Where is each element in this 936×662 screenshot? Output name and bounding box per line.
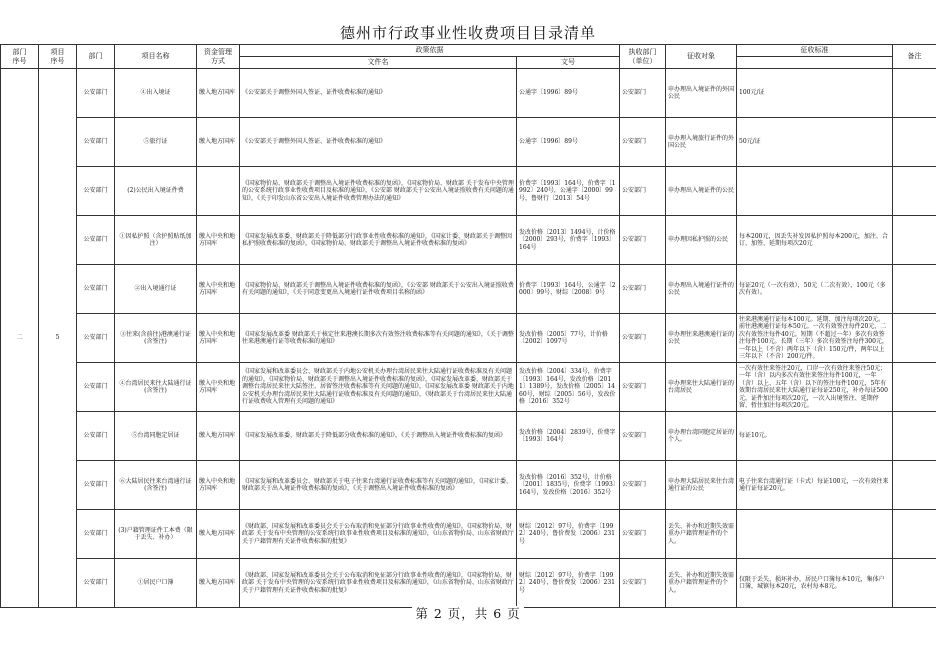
row-fund-mgmt: 缴入地方国库	[197, 510, 240, 559]
row-item-name: ④出入境证	[115, 69, 197, 118]
row-fund-mgmt: 缴入地方国库	[197, 559, 240, 608]
dept-seq-cell: 二	[1, 69, 39, 608]
row-item-name: ④台湾居民来往大陆通行证(含签注)	[115, 363, 197, 412]
row-doc-no: 发改价格〔2013〕1494号，计价格〔2000〕293号，价费字〔1993〕164号	[517, 216, 620, 265]
row-fund-mgmt: 缴入中央和地方国库	[197, 363, 240, 412]
table-row	[1, 118, 936, 167]
row-item-name: ⑤台湾同胞定居证	[115, 412, 197, 461]
row-fund-mgmt: 缴入地方国库	[197, 69, 240, 118]
row-standard: 100元/证	[737, 69, 893, 118]
row-item-name: (3)户籍管理证件工本费（限于丢失、补办）	[115, 510, 197, 559]
row-dept: 公安部门	[77, 461, 115, 510]
row-collector: 公安部门	[620, 167, 666, 216]
row-collector: 公安部门	[620, 216, 666, 265]
page-footer	[0, 604, 936, 622]
header-dept-seq: 部门 序号	[1, 45, 39, 69]
table-row	[1, 314, 936, 363]
row-item-name: ③往来(含前往)港澳通行证(含签注)	[115, 314, 197, 363]
row-dept: 公安部门	[77, 118, 115, 167]
row-collector: 公安部门	[620, 118, 666, 167]
row-dept: 公安部门	[77, 363, 115, 412]
row-doc-name: 《财政部、国家发展和改革委员会关于公布取消和免征部分行政事业性收费的通知》，《国家物价局、财政部 关于发布中央管理的公安系统行政事业性收费项目及标准的通知》，《山东省物价局、山东省财政厅关于户籍管理有关证件收费标准的批复》	[240, 559, 517, 608]
row-standard	[737, 510, 893, 559]
row-fund-mgmt: 缴入中央和地方国库	[197, 265, 240, 314]
row-target: 申办理台湾同胞定居证的个人。	[666, 412, 737, 461]
row-target: 丢失、补办和近期失效需重办户籍管理证件的个人。	[666, 510, 737, 559]
table-row	[1, 265, 936, 314]
row-dept: 公安部门	[77, 265, 115, 314]
row-item-name: ①因私护照（含护照贴纸加注）	[115, 216, 197, 265]
row-collector: 公安部门	[620, 314, 666, 363]
row-standard: 每本200元，因丢失补发因私护照每本200元，加注、合订、加签、延期每项次20元	[737, 216, 893, 265]
row-standard	[737, 167, 893, 216]
row-dept: 公安部门	[77, 69, 115, 118]
table-row	[1, 363, 936, 412]
row-standard: 仅限于丢失、损坏补办，居民户口簿每本10元，集体户口簿，城镇每本20元，农村每本8元。	[737, 559, 893, 608]
row-standard: 每证20元（一次有效），50元（二次有效），100元（多次有效）。	[737, 265, 893, 314]
header-standard-sub	[737, 57, 893, 69]
row-item-name: ⑥大陆居民往来台湾通行证(含签注)	[115, 461, 197, 510]
fee-table	[0, 44, 936, 608]
row-fund-mgmt: 缴入中央和地方国库	[197, 314, 240, 363]
header-collector: 执收部门 （单位）	[620, 45, 666, 69]
table-row	[1, 412, 936, 461]
row-standard: 电子往来台湾通行证（卡式）每证100元，一次有效往来通行证每证20元。	[737, 461, 893, 510]
row-doc-name: 《国家发展和改革委员会、财政部关于内地公安机关办理台湾居民来往大陆通行证收费标准及有关问题的通知》，《国家物价局、财政部关于调整出入境证件收费标准的复函》，《国家发展改革委、财政部关于调整台湾居民来往大陆签注、居留签注收费标准等有关问题的通知》，《国家发展改革委 财政部关于内地公安机关办理台湾居民来往大陆通行证收费标准及有关问题的通知》，《财政部关于台湾居民来往大陆通行证收费收入管理有关问题的通知》	[240, 363, 517, 412]
row-doc-name: 《公安部关于调整外国人签证、证件收费标准的通知》	[240, 118, 517, 167]
row-remark	[893, 314, 936, 363]
row-target: 申办理出入境通行证件的公民	[666, 265, 737, 314]
row-standard: 一次有效往来签注20元，口岸一次有效往来签注50元；一年（含）以内多次有效往来签注每件100元，一年（含）以上、五年（含）以下的签注每件100元，5年有效期台湾居民来往大陆通行证每证250元，补办每证500元，证件加注每项次20元，一次入出境签注、延期停留、暂住加注每项次20元。	[737, 363, 893, 412]
row-remark	[893, 412, 936, 461]
row-collector: 公安部门	[620, 510, 666, 559]
row-dept: 公安部门	[77, 559, 115, 608]
row-fund-mgmt: 缴入中央和地方国库	[197, 216, 240, 265]
row-collector: 公安部门	[620, 559, 666, 608]
item-seq-cell: 5	[39, 69, 77, 608]
row-doc-no: 财综〔2012〕97号，价费字〔1992〕240号，鲁价费发〔2006〕231号	[517, 510, 620, 559]
row-doc-name: 《财政部、国家发展和改革委员会关于公布取消和免征部分行政事业性收费的通知》，《国家物价局、财政部 关于发布中央管理的公安系统行政事业性收费项目及标准的通知》，《山东省物价局、山东省财政厅关于户籍管理有关证件收费标准的批复》	[240, 510, 517, 559]
row-collector: 公安部门	[620, 461, 666, 510]
row-dept: 公安部门	[77, 314, 115, 363]
row-doc-name: 《公安部关于调整外国人签证、证件收费标准的通知》	[240, 69, 517, 118]
header-doc-no: 文号	[517, 57, 620, 69]
header-item-name: 项目名称	[115, 45, 197, 69]
row-remark	[893, 118, 936, 167]
header-policy-basis: 政策依据	[240, 45, 620, 57]
row-standard: 往来港澳通行证每本100元。延期、加注每项次20元。前往港澳通行证每本50元。一次有效签注每件20元，二次有效签注每件40元。短期（不超过一年）多次有效签注每件100元。长期（三年）多次有效签注每件300元，一年以上（不含）两年以下（含）150元/件，两年以上三年以下（不含）200元/件。	[737, 314, 893, 363]
row-doc-name: 《国家发展改革委 财政部关于核定往来港澳长期多次有效签注收费标准等有关问题的通知》，《关于调整往来港澳通行证等收费标准的通知》	[240, 314, 517, 363]
table-row	[1, 216, 936, 265]
row-doc-name: 《国家物价局、财政部关于调整出入境证件收费标准的复函》，《国家物价局、财政部 关于发布中央管理的公安系统行政事业性收费项目及标准的通知》，《公安部 财政部关于公安出入境证照收费有关问题的通知》，《关于印发山东省公安出入境证件收费管理办法的通知》	[240, 167, 517, 216]
header-fund-mgmt: 资金管理 方式	[197, 45, 240, 69]
row-remark	[893, 461, 936, 510]
row-doc-no: 发改价格〔2005〕77号，计价格〔2002〕1097号	[517, 314, 620, 363]
header-remark: 备注	[893, 45, 936, 69]
row-doc-name: 《国家发展改革委、财政部关于降低部分行政事业性收费标准的通知》，《国家计委、财政部关于调整因私护照收费标准的复函》，《国家物价局、财政部关于调整出入境证件收费标准的复函》	[240, 216, 517, 265]
header-item-seq: 项目 序号	[39, 45, 77, 69]
row-remark	[893, 216, 936, 265]
table-row	[1, 559, 936, 608]
row-target: 申办理因私护照的公民	[666, 216, 737, 265]
row-dept: 公安部门	[77, 510, 115, 559]
row-target: 申办理出入境证件的外国公民	[666, 69, 737, 118]
row-dept: 公安部门	[77, 216, 115, 265]
row-target: 丢失、补办和近期失效需重办户籍管理证件的个人。	[666, 559, 737, 608]
header-standard: 征收标准	[737, 45, 893, 57]
row-collector: 公安部门	[620, 69, 666, 118]
row-item-name: ①居民户口簿	[115, 559, 197, 608]
row-remark	[893, 510, 936, 559]
row-doc-no: 价费字〔1993〕164号，公通字〔2000〕99号，财综〔2008〕9号	[517, 265, 620, 314]
row-target: 申办理来往大陆通行证的台湾居民	[666, 363, 737, 412]
row-doc-no: 公通字〔1996〕89号	[517, 118, 620, 167]
row-fund-mgmt: 缴入中央和地方国库	[197, 461, 240, 510]
page-title: 德州市行政事业性收费项目目录清单	[339, 24, 596, 42]
row-doc-name: 《国家物价局、财政部关于调整出入境证件收费标准的复函》，《公安部 财政部关于公安出入境证照收费有关问题的通知》，《关于同意变更出入境通行证件收费项目名称的函》	[240, 265, 517, 314]
row-target: 申办理出入境证件的公民	[666, 167, 737, 216]
row-target: 申办理入境旅行证件的外国公民	[666, 118, 737, 167]
row-doc-name: 《国家发展和改革委员会、财政部关于电子往来台湾通行证收费标准等有关问题的通知》，《国家计委、财政部关于出入境证件收费标准的复函》，《关于调整出入境证件收费标准的复函》	[240, 461, 517, 510]
row-target: 申办理大陆居民来往台湾通行证的公民	[666, 461, 737, 510]
row-collector: 公安部门	[620, 412, 666, 461]
row-doc-no: 公通字〔1996〕89号	[517, 69, 620, 118]
row-standard: 50元/证	[737, 118, 893, 167]
row-remark	[893, 265, 936, 314]
row-doc-no: 发改价格〔2004〕2839号，价费字〔1993〕164号	[517, 412, 620, 461]
row-fund-mgmt: 缴入地方国库	[197, 412, 240, 461]
row-standard: 每证10元。	[737, 412, 893, 461]
header-target: 征收对象	[666, 45, 737, 69]
header-doc-name: 文件名	[240, 57, 517, 69]
header-dept: 部门	[77, 45, 115, 69]
table-row	[1, 167, 936, 216]
row-item-name: (2)公民出入境证件费	[115, 167, 197, 216]
row-fund-mgmt	[197, 167, 240, 216]
row-doc-no: 发改价格〔2004〕334号，价费字〔1993〕164号，发改价格〔2011〕1389号，发改价格〔2005〕1460号，财综〔2005〕56号，发改价格〔2016〕352号	[517, 363, 620, 412]
row-collector: 公安部门	[620, 265, 666, 314]
row-remark	[893, 559, 936, 608]
row-remark	[893, 167, 936, 216]
table-row	[1, 69, 936, 118]
row-item-name: ⑤旅行证	[115, 118, 197, 167]
row-remark	[893, 69, 936, 118]
row-item-name: ②出入境通行证	[115, 265, 197, 314]
table-row	[1, 461, 936, 510]
row-remark	[893, 363, 936, 412]
header-row-1	[1, 45, 936, 57]
row-doc-no: 发改价格〔2016〕352号，计价格〔2001〕1835号，价费字〔1993〕164号，发改价格〔2016〕352号	[517, 461, 620, 510]
row-fund-mgmt: 缴入地方国库	[197, 118, 240, 167]
row-dept: 公安部门	[77, 167, 115, 216]
table-row	[1, 510, 936, 559]
row-dept: 公安部门	[77, 412, 115, 461]
row-target: 申办理往来港澳通行证的公民	[666, 314, 737, 363]
row-doc-no: 价费字〔1993〕164号，价费字〔1992〕240号，公通字〔2000〕99号，鲁财行〔2013〕54号	[517, 167, 620, 216]
row-collector: 公安部门	[620, 363, 666, 412]
row-doc-no: 财综〔2012〕97号，价费字〔1992〕240号，鲁价费发〔2006〕231号	[517, 559, 620, 608]
row-doc-name: 《国家发展改革委、财政部关于降低部分收费标准的通知》，《关于调整出入境证件收费标准的复函》	[240, 412, 517, 461]
page-number: 第 2 页，共 6 页	[412, 606, 523, 621]
